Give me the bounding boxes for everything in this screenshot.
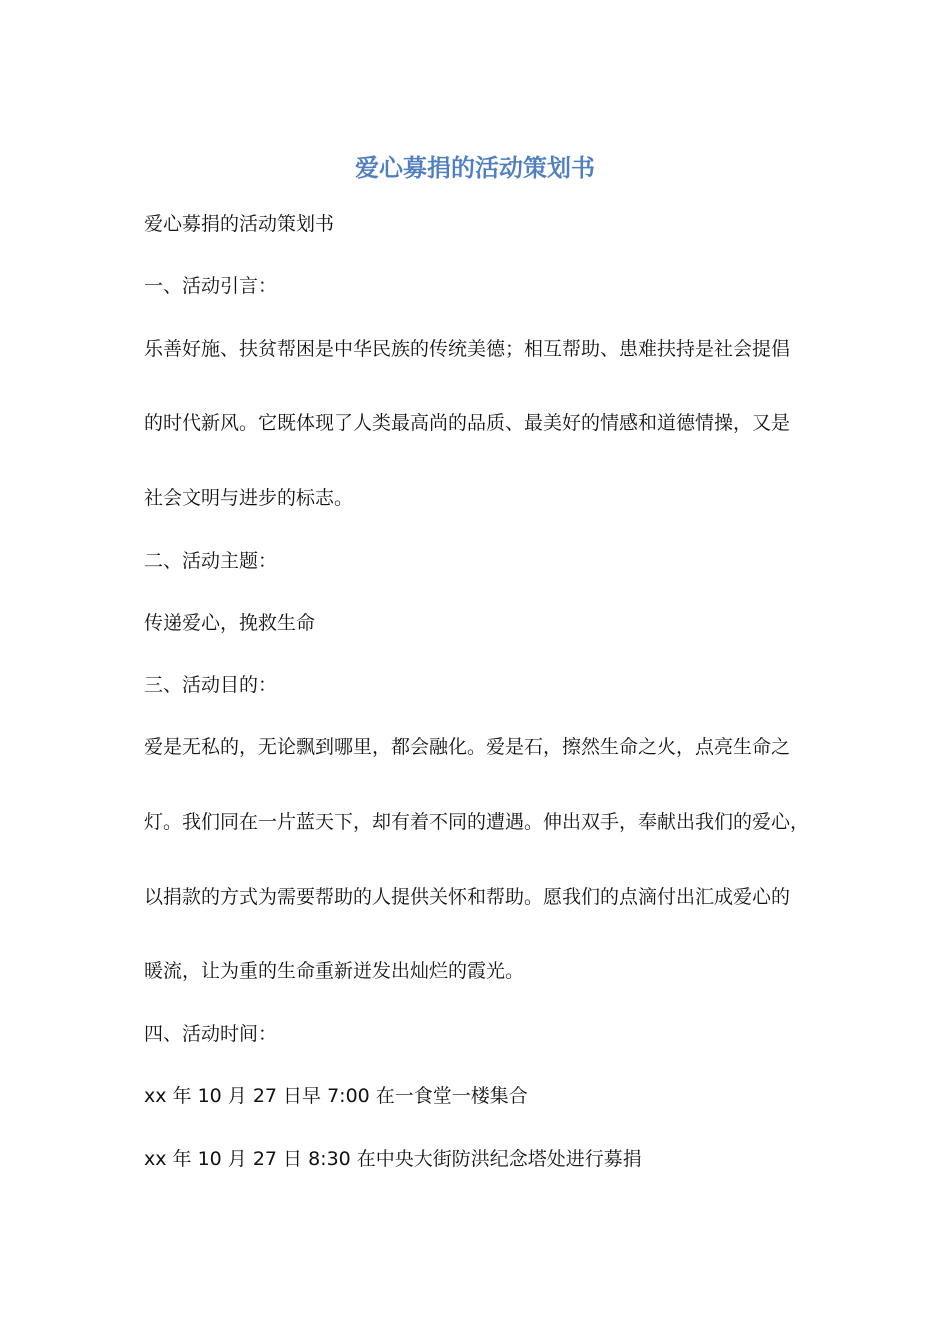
purpose-line: 暖流，让为重的生命重新迸发出灿烂的霞光。 [144, 960, 525, 982]
document-title: 爱心募捐的活动策划书 [355, 153, 595, 182]
theme-line: 传递爱心，挽救生命 [144, 612, 316, 634]
schedule-line: xx 年 10 月 27 日 8:30 在中央大街防洪纪念塔处进行募捐 [144, 1148, 642, 1170]
section-heading-purpose: 三、活动目的： [144, 674, 278, 696]
purpose-line: 灯。我们同在一片蓝天下，却有着不同的遭遇。伸出双手，奉献出我们的爱心， [144, 811, 810, 833]
purpose-line: 以捐款的方式为需要帮助的人提供关怀和帮助。愿我们的点滴付出汇成爱心的 [144, 886, 791, 908]
introduction-line: 乐善好施、扶贫帮困是中华民族的传统美德；相互帮助、患难扶持是社会提倡 [144, 338, 791, 360]
section-heading-introduction: 一、活动引言： [144, 275, 278, 297]
introduction-line: 的时代新风。它既体现了人类最高尚的品质、最美好的情感和道德情操，又是 [144, 412, 791, 434]
section-heading-theme: 二、活动主题： [144, 550, 278, 572]
section-heading-time: 四、活动时间： [144, 1023, 278, 1045]
document-subtitle: 爱心募捐的活动策划书 [144, 213, 335, 235]
introduction-line: 社会文明与进步的标志。 [144, 487, 354, 509]
schedule-line: xx 年 10 月 27 日早 7:00 在一食堂一楼集合 [144, 1085, 528, 1107]
purpose-line: 爱是无私的，无论飘到哪里，都会融化。爱是石，擦然生命之火，点亮生命之 [144, 736, 791, 758]
